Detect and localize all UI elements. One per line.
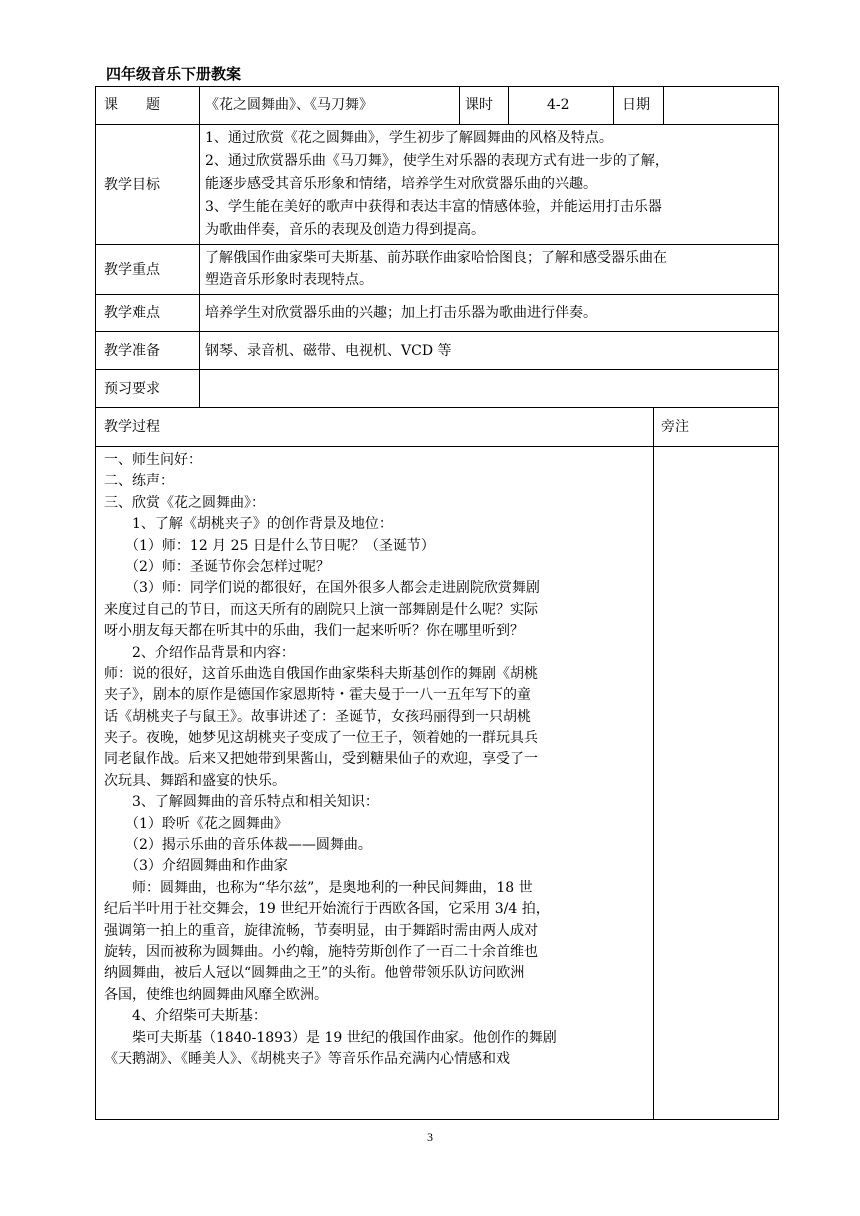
process-line: 夹子。夜晚，她梦见这胡桃夹子变成了一位王子，领着她的一群玩具兵 [104,730,538,747]
column-divider [663,86,664,124]
date-label: 日期 [622,97,650,113]
key-point-line: 塑造音乐形象时表现特点。 [205,272,373,288]
hours-value: 4-2 [547,97,570,113]
key-points-text [205,247,775,291]
process-line: 三、欣赏《花之圆舞曲》： [104,494,265,511]
column-divider [508,86,509,124]
process-line: 次玩具、舞蹈和盛宴的快乐。 [104,772,286,789]
process-line: （2）师：圣诞节你会怎样过呢？ [104,558,330,575]
row-divider [95,331,779,332]
table-border-right [778,86,779,1120]
process-line: 3、了解圆舞曲的音乐特点和相关知识： [104,794,379,811]
row-divider [95,244,779,245]
key-point-line: 了解俄国作曲家柴可夫斯基、前苏联作曲家哈恰图良；了解和感受器乐曲在 [205,250,667,266]
process-line: 2、介绍作品背景和内容： [104,644,295,661]
goal-line: 1、通过欣赏《花之圆舞曲》，学生初步了解圆舞曲的风格及特点。 [205,130,613,146]
process-line: （2）揭示乐曲的音乐体裁——圆舞曲。 [104,837,372,854]
process-line: 《天鹅湖》、《睡美人》、《胡桃夹子》等音乐作品充满内心情感和戏 [104,1050,510,1067]
difficulties-label: 教学难点 [104,305,160,321]
process-line: 话《胡桃夹子与鼠王》。故事讲述了：圣诞节，女孩玛丽得到一只胡桃 [104,708,531,725]
goal-line: 3、学生能在美好的歌声中获得和表达丰富的情感体验，并能运用打击乐器 [205,199,662,215]
lesson-plan-table [95,86,779,1120]
key-points-label: 教学重点 [104,262,160,278]
process-line: 同老鼠作战。后来又把她带到果酱山，受到糖果仙子的欢迎，享受了一 [104,751,538,768]
preparation-text: 钢琴、录音机、磁带、电视机、VCD 等 [205,343,452,359]
process-line: （1）师：12 月 25 日是什么节日呢？（圣诞节） [104,537,435,554]
goal-line: 能逐步感受其音乐形象和情绪，培养学生对欣赏器乐曲的兴趣。 [205,176,597,192]
table-border-top [95,86,779,87]
process-label: 教学过程 [104,419,160,435]
process-line: 各国，使维也纳圆舞曲风靡全欧洲。 [104,986,328,1003]
preparation-label: 教学准备 [104,343,160,359]
process-line: 夹子》，剧本的原作是德国作家恩斯特・霍夫曼于一八一五年写下的童 [104,687,531,704]
process-line: 纳圆舞曲，被后人冠以“圆舞曲之王”的头衔。他曾带领乐队访问欧洲 [104,965,525,982]
process-line: 呀小朋友每天都在听其中的乐曲，我们一起来听听？你在哪里听到？ [104,623,524,640]
process-line: 柴可夫斯基（1840-1893）是 19 世纪的俄国作曲家。他创作的舞剧 [104,1029,557,1046]
goal-line: 2、通过欣赏器乐曲《马刀舞》，使学生对乐器的表现方式有进一步的了解， [205,153,669,169]
document-title: 四年级音乐下册教案 [106,65,242,83]
row-divider [95,294,779,295]
process-line: （3）师：同学们说的都很好，在国外很多人都会走进剧院欣赏舞剧 [104,580,540,597]
lesson-value: 《花之圆舞曲》、《马刀舞》 [205,97,373,113]
column-divider [199,86,200,407]
process-line: （3）介绍圆舞曲和作曲家 [104,858,288,875]
row-divider [95,407,779,408]
column-divider [613,86,614,124]
process-line: 来度过自己的节日，而这天所有的剧院只上演一部舞剧是什么呢？实际 [104,601,538,618]
process-line: 1、了解《胡桃夹子》的创作背景及地位： [104,516,393,533]
process-line: 师：圆舞曲，也称为“华尔兹”，是奥地利的一种民间舞曲，18 世 [104,879,533,896]
process-line: 强调第一拍上的重音，旋律流畅，节奏明显，由于舞蹈时需由两人成对 [104,922,538,939]
process-line: 二、练声： [104,473,174,490]
column-divider [653,407,654,1119]
row-divider [95,369,779,370]
process-line: 旋转，因而被称为圆舞曲。小约翰，施特劳斯创作了一百二十余首维也 [104,943,538,960]
goals-label: 教学目标 [104,177,160,193]
goal-line: 为歌曲伴奏，音乐的表现及创造力得到提高。 [205,222,485,238]
side-notes-label: 旁注 [661,419,689,435]
process-line: （1）聆听《花之圆舞曲》 [104,815,288,832]
table-border-bottom [95,1119,779,1120]
goals-text [205,127,775,242]
process-line: 师：说的很好，这首乐曲选自俄国作曲家柴科夫斯基创作的舞剧《胡桃 [104,665,538,682]
process-body [104,450,650,1070]
process-line: 4、介绍柴可夫斯基： [104,1008,267,1025]
page-number: 3 [427,1130,433,1144]
difficulties-text: 培养学生对欣赏器乐曲的兴趣；加上打击乐器为歌曲进行伴奏。 [205,305,597,321]
column-divider [459,86,460,124]
row-divider [95,446,779,447]
preview-label: 预习要求 [104,381,160,397]
row-divider [95,124,779,125]
lesson-label: 课 题 [104,97,160,113]
hours-label: 课时 [465,97,493,113]
table-border-left [95,86,96,1120]
process-line: 一、师生问好： [104,452,202,468]
process-line: 纪后半叶用于社交舞会，19 世纪开始流行于西欧各国，它采用 3/4 拍， [104,901,550,918]
